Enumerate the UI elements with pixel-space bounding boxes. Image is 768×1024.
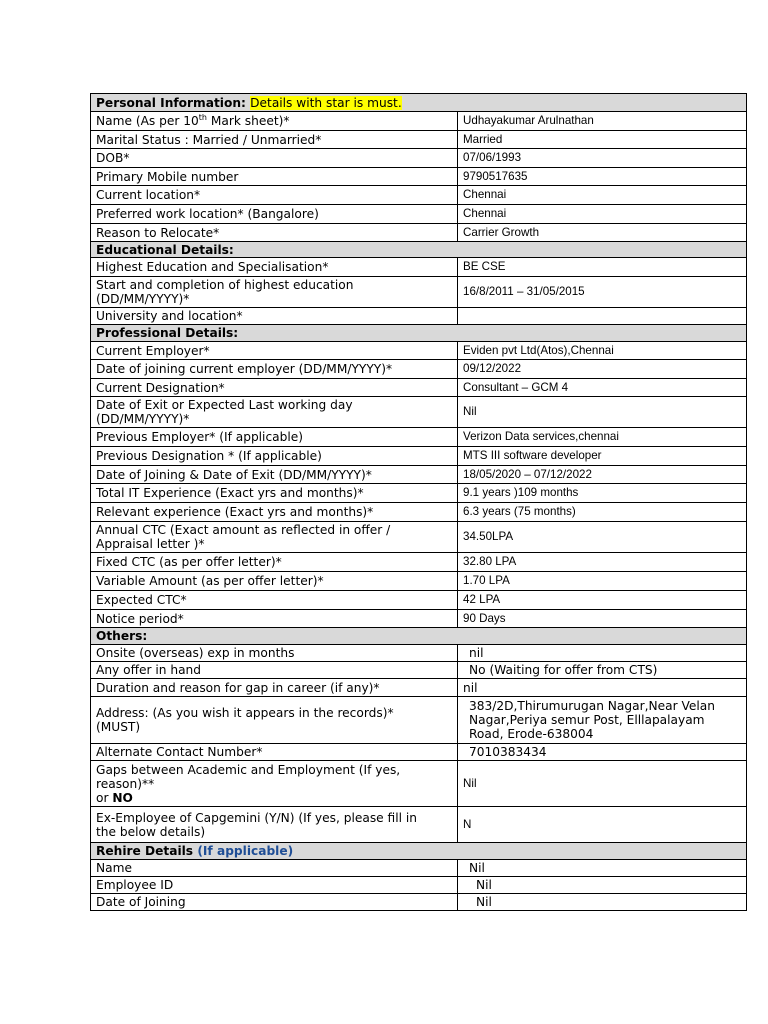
row-reason-to-relocate bbox=[91, 224, 747, 242]
row-address bbox=[91, 697, 747, 744]
field-label: Annual CTC (Exact amount as reflected in offer / Appraisal letter )* bbox=[91, 522, 458, 553]
field-label: Ex-Employee of Capgemini (Y/N) (If yes, please fill in the below details) bbox=[91, 807, 458, 843]
field-value: Nil bbox=[458, 397, 747, 428]
field-value: Chennai bbox=[458, 186, 747, 205]
field-label: Date of Joining & Date of Exit (DD/MM/YYYY)* bbox=[91, 466, 458, 484]
field-value: Carrier Growth bbox=[458, 224, 747, 242]
field-value: N bbox=[458, 807, 747, 843]
row-education-dates bbox=[91, 277, 747, 308]
row-rehire-name bbox=[91, 860, 747, 877]
field-label: Preferred work location* (Bangalore) bbox=[91, 205, 458, 224]
row-name bbox=[91, 112, 747, 131]
row-variable-amount bbox=[91, 572, 747, 591]
field-label: Date of joining current employer (DD/MM/YYYY)* bbox=[91, 360, 458, 379]
field-value: nil bbox=[458, 645, 747, 662]
field-value: Verizon Data services,chennai bbox=[458, 428, 747, 447]
section-educational-details bbox=[91, 242, 747, 258]
field-value: 16/8/2011 – 31/05/2015 bbox=[458, 277, 747, 308]
row-relevant-experience bbox=[91, 503, 747, 522]
row-alternate-contact bbox=[91, 744, 747, 761]
row-previous-designation bbox=[91, 447, 747, 466]
field-value: Nil bbox=[458, 761, 747, 807]
row-joining-date bbox=[91, 360, 747, 379]
field-label: Total IT Experience (Exact yrs and months)* bbox=[91, 484, 458, 503]
field-label: Previous Designation * (If applicable) bbox=[91, 447, 458, 466]
field-value: 1.70 LPA bbox=[458, 572, 747, 591]
field-label: Reason to Relocate* bbox=[91, 224, 458, 242]
row-expected-ctc bbox=[91, 591, 747, 610]
section-title: Educational Details: bbox=[91, 242, 747, 258]
section-note: (If applicable) bbox=[197, 844, 294, 858]
field-label: Date of Exit or Expected Last working day (DD/MM/YYYY)* bbox=[91, 397, 458, 428]
field-value: nil bbox=[458, 679, 747, 697]
field-label: Employee ID bbox=[91, 877, 458, 894]
field-value: No (Waiting for offer from CTS) bbox=[458, 662, 747, 679]
field-label: Relevant experience (Exact yrs and months)* bbox=[91, 503, 458, 522]
field-label: Fixed CTC (as per offer letter)* bbox=[91, 553, 458, 572]
row-fixed-ctc bbox=[91, 553, 747, 572]
section-title: Others: bbox=[91, 628, 747, 645]
section-title: Professional Details: bbox=[91, 325, 747, 342]
section-title: Personal Information: bbox=[96, 95, 246, 110]
row-career-gap bbox=[91, 679, 747, 697]
row-exit-date bbox=[91, 397, 747, 428]
field-value: 09/12/2022 bbox=[458, 360, 747, 379]
row-preferred-work-location bbox=[91, 205, 747, 224]
field-label: Date of Joining bbox=[91, 894, 458, 911]
field-value: 34.50LPA bbox=[458, 522, 747, 553]
field-value: Udhayakumar Arulnathan bbox=[458, 112, 747, 131]
field-label: Notice period* bbox=[91, 610, 458, 628]
field-value bbox=[458, 308, 747, 325]
field-value: BE CSE bbox=[458, 258, 747, 277]
required-note-highlight: Details with star is must. bbox=[250, 95, 402, 110]
field-value: Eviden pvt Ltd(Atos),Chennai bbox=[458, 342, 747, 360]
field-value: 6.3 years (75 months) bbox=[458, 503, 747, 522]
section-personal-information bbox=[91, 94, 747, 112]
field-value: Nil bbox=[458, 877, 747, 894]
field-value: 9.1 years )109 months bbox=[458, 484, 747, 503]
row-ex-employee bbox=[91, 807, 747, 843]
field-label: Name bbox=[91, 860, 458, 877]
row-university bbox=[91, 308, 747, 325]
row-total-experience bbox=[91, 484, 747, 503]
field-value: 32.80 LPA bbox=[458, 553, 747, 572]
field-value: Chennai bbox=[458, 205, 747, 224]
field-label: Current location* bbox=[91, 186, 458, 205]
row-notice-period bbox=[91, 610, 747, 628]
field-label: Alternate Contact Number* bbox=[91, 744, 458, 761]
field-label: Any offer in hand bbox=[91, 662, 458, 679]
row-academic-employment-gaps bbox=[91, 761, 747, 807]
row-highest-education bbox=[91, 258, 747, 277]
section-title: Rehire Details bbox=[96, 844, 194, 858]
field-label: Expected CTC* bbox=[91, 591, 458, 610]
section-professional-details bbox=[91, 325, 747, 342]
field-label: Gaps between Academic and Employment (If yes, reason)** or NO bbox=[91, 761, 458, 807]
field-value: 07/06/1993 bbox=[458, 149, 747, 168]
section-others bbox=[91, 628, 747, 645]
field-value: Nil bbox=[458, 894, 747, 911]
field-value: 90 Days bbox=[458, 610, 747, 628]
field-value: Married bbox=[458, 131, 747, 149]
row-marital-status bbox=[91, 131, 747, 149]
field-label: Marital Status : Married / Unmarried* bbox=[91, 131, 458, 149]
field-label: University and location* bbox=[91, 308, 458, 325]
field-label: Highest Education and Specialisation* bbox=[91, 258, 458, 277]
section-rehire-details bbox=[91, 843, 747, 860]
row-current-designation bbox=[91, 379, 747, 397]
row-previous-dates bbox=[91, 466, 747, 484]
field-label: Variable Amount (as per offer letter)* bbox=[91, 572, 458, 591]
row-rehire-date-of-joining bbox=[91, 894, 747, 911]
row-annual-ctc bbox=[91, 522, 747, 553]
field-label: Onsite (overseas) exp in months bbox=[91, 645, 458, 662]
row-onsite-experience bbox=[91, 645, 747, 662]
field-label: Current Employer* bbox=[91, 342, 458, 360]
field-value: MTS III software developer bbox=[458, 447, 747, 466]
field-value: 42 LPA bbox=[458, 591, 747, 610]
field-value: Consultant – GCM 4 bbox=[458, 379, 747, 397]
field-label: Current Designation* bbox=[91, 379, 458, 397]
row-previous-employer bbox=[91, 428, 747, 447]
field-label: Previous Employer* (If applicable) bbox=[91, 428, 458, 447]
field-value: 7010383434 bbox=[458, 744, 747, 761]
field-value: 383/2D,Thirumurugan Nagar,Near Velan Nagar,Periya semur Post, Elllapalayam Road, Erode-638004 bbox=[458, 697, 747, 744]
row-current-employer bbox=[91, 342, 747, 360]
candidate-details-table bbox=[90, 93, 747, 911]
row-current-location bbox=[91, 186, 747, 205]
field-label: Duration and reason for gap in career (if any)* bbox=[91, 679, 458, 697]
field-label: Primary Mobile number bbox=[91, 168, 458, 186]
row-dob bbox=[91, 149, 747, 168]
field-value: 9790517635 bbox=[458, 168, 747, 186]
row-offer-in-hand bbox=[91, 662, 747, 679]
field-label: Address: (As you wish it appears in the records)* (MUST) bbox=[91, 697, 458, 744]
row-rehire-employee-id bbox=[91, 877, 747, 894]
field-label: Name (As per 10th Mark sheet)* bbox=[91, 112, 458, 131]
field-value: 18/05/2020 – 07/12/2022 bbox=[458, 466, 747, 484]
field-value: Nil bbox=[458, 860, 747, 877]
field-label: Start and completion of highest education (DD/MM/YYYY)* bbox=[91, 277, 458, 308]
field-label: DOB* bbox=[91, 149, 458, 168]
row-primary-mobile bbox=[91, 168, 747, 186]
